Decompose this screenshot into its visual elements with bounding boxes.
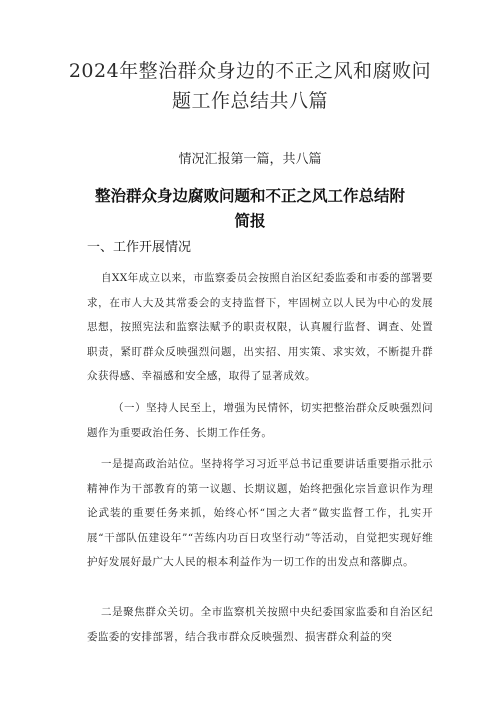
paragraph-3: 一是提高政治站位。坚持将学习习近平总书记重要讲话重要指示批示精神作为干部教育的第一议题、长期议题，始终把强化宗旨意识作为理论武装的重要任务来抓，始终心怀“国之大者”做实监督工作，扎实开展“干部队伍建设年”“苦练内功百日攻坚行动”等活动，自觉把实现好维护好发展好最广大人民的根本利益作为一切工作的出发点和落脚点。 [87, 458, 433, 568]
paragraph-1: 自XX年成立以来，市监察委员会按照自治区纪委监委和市委的部署要求，在市人大及其常委会的支持监督下，牢固树立以人民为中心的发展思想，按照宪法和监察法赋予的职责权限，认真履行监督、调查、处置职责，紧盯群众反映强烈问题，出实招、用实策、求实效，不断提升群众获得感、幸福感和安全感，取得了显著成效。 [87, 272, 433, 382]
paragraph-4: 二是聚焦群众关切。全市监察机关按照中央纪委国家监委和自治区纪委监委的安排部署，结合我市群众反映强烈、损害群众利益的突 [87, 606, 433, 643]
document-subtitle: 整治群众身边腐败问题和不正之风工作总结附简报 [94, 187, 405, 230]
section-heading: 一、工作开展情况 [87, 240, 192, 255]
section-header: 情况汇报第一篇，共八篇 [178, 152, 322, 167]
paragraph-2: （一）坚持人民至上，增强为民情怀，切实把整治群众反映强烈问题作为重要政治任务、长期工作任务。 [87, 402, 433, 439]
document-title: 2024年整治群众身边的不正之风和腐败问题工作总结共八篇 [68, 60, 432, 112]
